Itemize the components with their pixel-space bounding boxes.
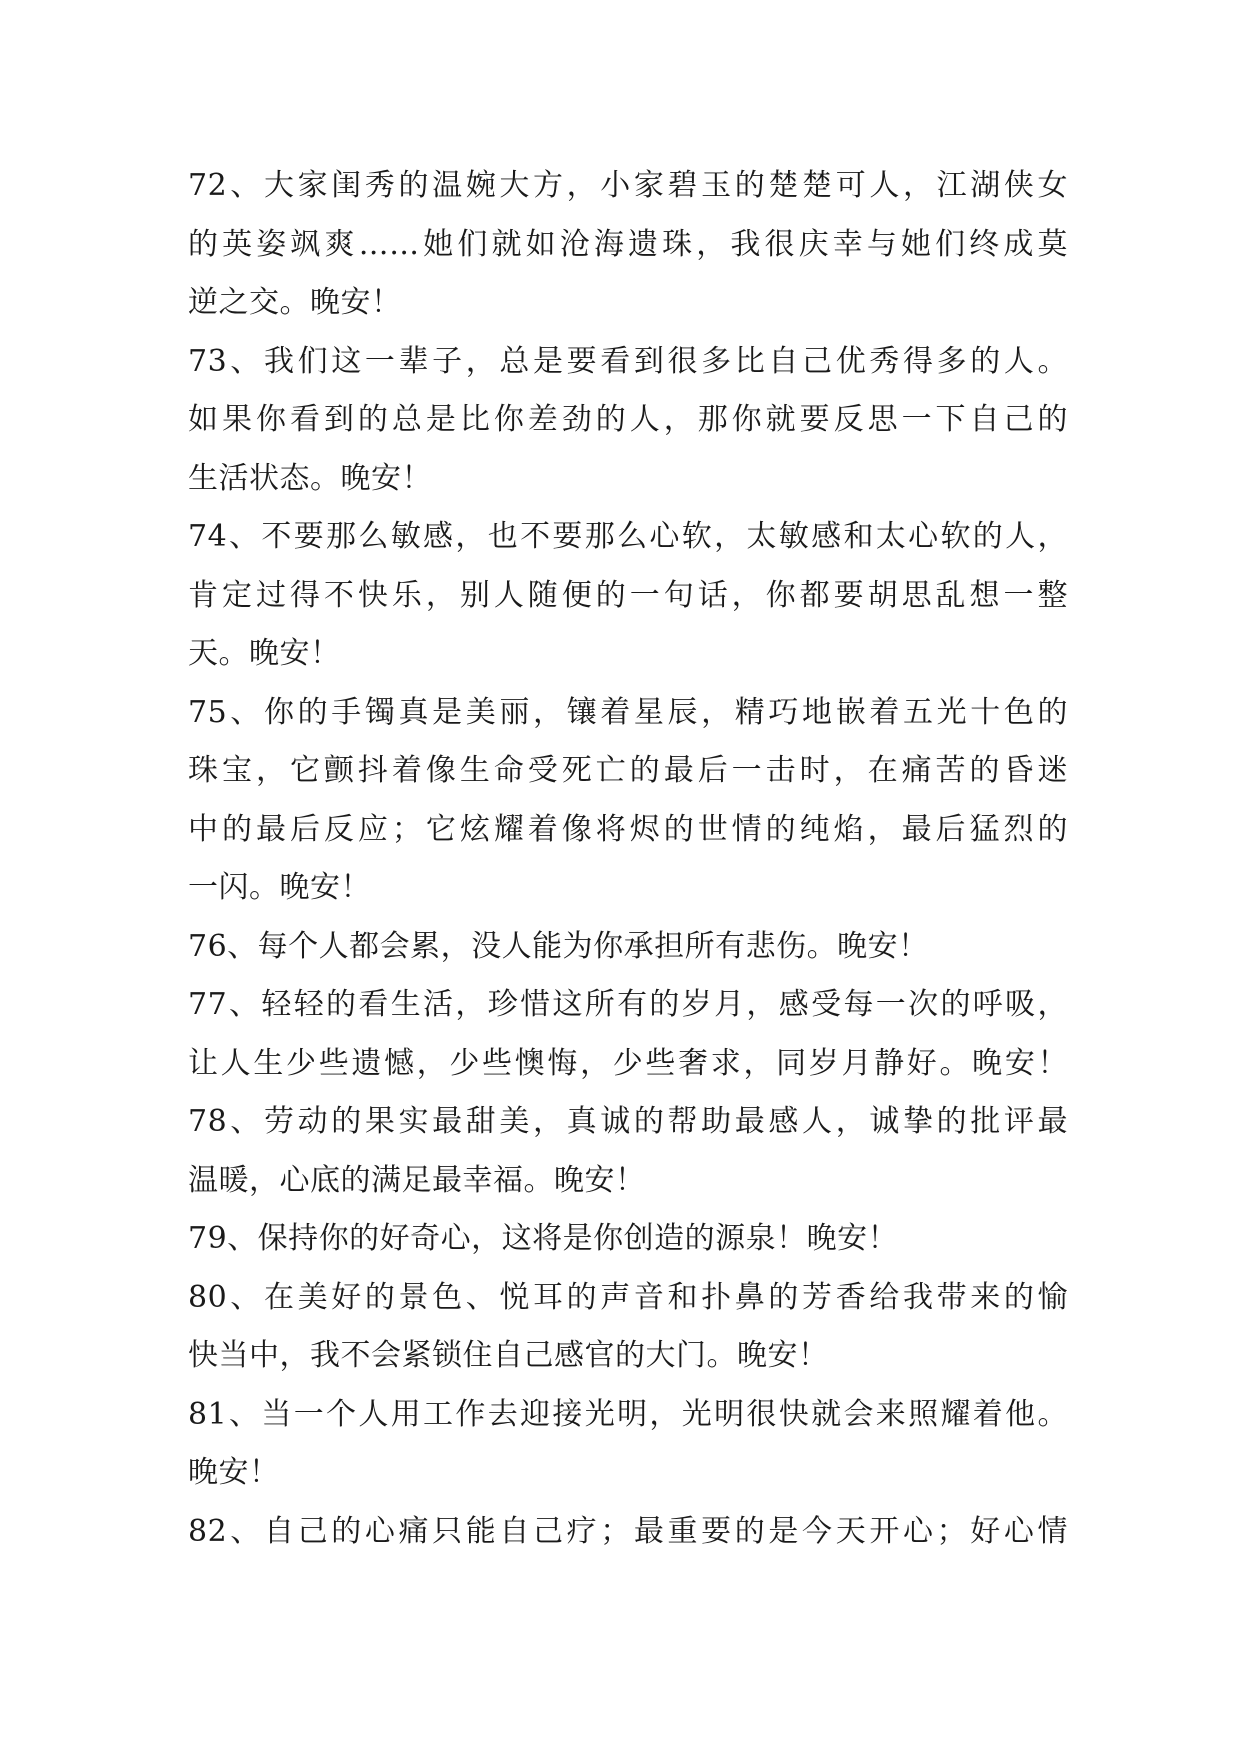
- text-line: 快当中，我不会紧锁住自己感官的大门。晚安！: [188, 1338, 829, 1373]
- text-line: 让人生少些遗憾，少些懊悔，少些奢求，同岁月静好。晚安！: [188, 1045, 1068, 1081]
- text-line: 珠宝，它颤抖着像生命受死亡的最后一击时，在痛苦的昏迷: [188, 753, 1068, 788]
- text-line: 生活状态。晚安！: [188, 460, 432, 496]
- text-line: 72、大家闺秀的温婉大方，小家碧玉的楚楚可人，江湖侠女: [188, 168, 1068, 203]
- text-line: 81、当一个人用工作去迎接光明，光明很快就会来照耀着他。: [188, 1396, 1068, 1432]
- text-line: 78、劳动的果实最甜美，真诚的帮助最感人，诚挚的批评最: [188, 1104, 1068, 1139]
- text-line: 晚安！: [188, 1455, 280, 1490]
- text-line: 75、你的手镯真是美丽，镶着星辰，精巧地嵌着五光十色的: [188, 694, 1068, 730]
- text-line: 76、每个人都会累，没人能为你承担所有悲伤。晚安！: [188, 928, 929, 964]
- text-line: 74、不要那么敏感，也不要那么心软，太敏感和太心软的人，: [188, 519, 1068, 554]
- text-line: 天。晚安！: [188, 636, 341, 671]
- text-line: 中的最后反应；它炫耀着像将烬的世情的纯焰，最后猛烈的: [188, 811, 1068, 847]
- text-line: 如果你看到的总是比你差劲的人，那你就要反思一下自己的: [188, 402, 1068, 437]
- text-line: 79、保持你的好奇心，这将是你创造的源泉！晚安！: [188, 1221, 899, 1256]
- text-line: 73、我们这一辈子，总是要看到很多比自己优秀得多的人。: [188, 343, 1068, 379]
- text-line: 肯定过得不快乐，别人随便的一句话，你都要胡思乱想一整: [188, 577, 1068, 613]
- text-line: 77、轻轻的看生活，珍惜这所有的岁月，感受每一次的呼吸，: [188, 987, 1068, 1022]
- text-line: 一闪。晚安！: [188, 870, 371, 905]
- text-line: 逆之交。晚安！: [188, 285, 402, 320]
- document-body: [188, 157, 1068, 1561]
- text-line: 温暖，心底的满足最幸福。晚安！: [188, 1162, 646, 1198]
- text-line: 的英姿飒爽……她们就如沧海遗珠，我很庆幸与她们终成莫: [188, 226, 1068, 262]
- text-line: 82、自己的心痛只能自己疗；最重要的是今天开心；好心情: [188, 1513, 1068, 1549]
- text-line: 80、在美好的景色、悦耳的声音和扑鼻的芳香给我带来的愉: [188, 1279, 1068, 1315]
